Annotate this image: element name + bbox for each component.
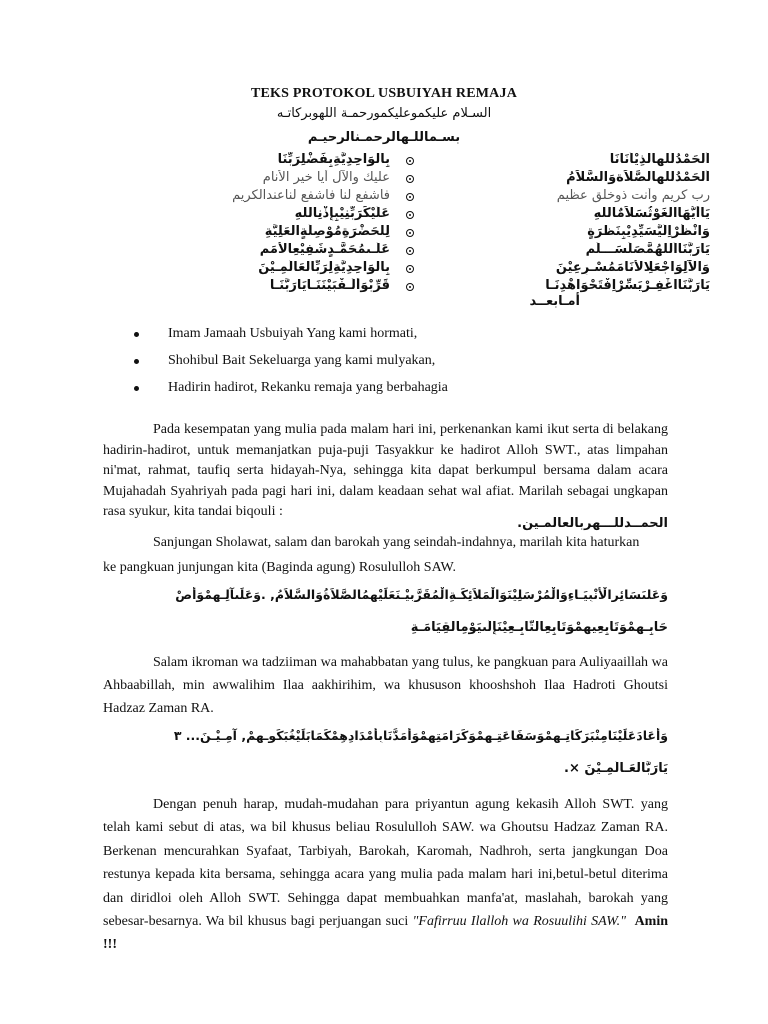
list-item-text: Hadirin hadirot, Rekanku remaja yang berbahagia bbox=[168, 380, 448, 395]
closing-paragraph bbox=[103, 793, 668, 957]
dua-right-text: اَلْحَمْدُللهِالَّذِيْاَنَانَا bbox=[609, 152, 710, 167]
dua-row bbox=[150, 152, 710, 170]
dua-left-text: عَلَيْكَرَبِّنِيْبِإِذْنِاللهِ bbox=[294, 206, 390, 221]
dua-row bbox=[150, 188, 710, 206]
circle-bullet-icon bbox=[406, 157, 414, 165]
circle-bullet-icon bbox=[406, 229, 414, 237]
list-item bbox=[130, 380, 690, 407]
closing-quote: "Fafirruu Ilalloh wa Rosuulihi SAW." bbox=[412, 914, 626, 930]
dua-row bbox=[150, 224, 710, 242]
bullet-icon bbox=[134, 386, 139, 391]
sholawat-intro-line2: ke pangkuan junjungan kita (Baginda agung) Rosululloh SAW. bbox=[103, 560, 456, 575]
amma-badu: أمـابعــد bbox=[529, 294, 580, 309]
circle-bullet-icon bbox=[406, 247, 414, 255]
dua-right-text: رب كريم وأنت ذوخلق عظيم bbox=[556, 188, 710, 203]
arabic-salam-line1: وَأَعَادَعَلَيْنَامِنْبَرَكَاتِـهِمْوَسَفَاعَتِـهِمْوَكَرَامَتِهِمْوَأَمَدَّنَابِأَمْدَادِهِمْكَمَابَلَيْغُبَكَوِـهِمْ, آمِـيْـنَ... ٣ bbox=[173, 728, 668, 743]
arabic-sholawat-line1: وَعَلىَسَائِرِالْأَنْبِيَـاءِوَالْمُرْسَلِيْنَوَالْمَلاَئِكَـةِالْمُقَرَّبِيْـنَعَلَيْهِمُالصَّلاَةُوَالسَّلاَمُ, .وَعَلَىآلِـهِمْوَأَصْ bbox=[175, 587, 668, 602]
dua-right-text: يَارَبَّنَااَللّٰهُمَّصَلِّسَـــلِّمِ bbox=[585, 242, 710, 257]
amin-text: Amin !!! bbox=[103, 914, 669, 953]
circle-bullet-icon bbox=[406, 265, 414, 273]
list-item bbox=[130, 353, 690, 380]
circle-bullet-icon bbox=[406, 211, 414, 219]
dua-right-text: يَارَبَّنَااغْفِـرْيَسِّرْاِفْتَحْوَاهْدِنَـا bbox=[545, 278, 710, 293]
dua-right-text: يَاأَيُّهَاالْغَوْثُسَلاَمٌاللهِ bbox=[593, 206, 710, 221]
list-item-text: Shohibul Bait Sekeluarga yang kami mulyakan, bbox=[168, 353, 436, 368]
arabic-hamdalah: الحمــدللـــهربالعالمـين. bbox=[517, 516, 668, 531]
bullet-icon bbox=[134, 359, 139, 364]
arabic-salam-line2: يَارَبَّالْعَـالَمِـيْنَ ×. bbox=[564, 761, 668, 776]
audience-list bbox=[130, 326, 690, 407]
dua-row bbox=[150, 260, 710, 278]
salam-paragraph: Salam ikroman wa tadziiman wa mahabbatan yang tulus, ke pangkuan para Auliyaaillah wa Ahbaabillah, min awwalihim Ilaa aakhirihim, wa khususon khooshshoh Ilaa Hadroti Ghoutsi Hadzaz Zaman RA. bbox=[103, 655, 668, 716]
circle-bullet-icon bbox=[406, 283, 414, 291]
arabic-sholawat-line2: حَابِـهِمْوَتَابِعِيهِمْوَتَابِعِالتَّابِـعِيْنَإِلَىيَوْمِالْقِيَامَـةِ bbox=[410, 620, 668, 635]
dua-right-text: وَانْظُرْاِلَيَّسَيِّدِيْبِنَظْرَةٍ bbox=[587, 224, 710, 239]
sholawat-intro-line1: Sanjungan Sholawat, salam dan barokah yang seindah-indahnya, marilah kita haturkan bbox=[153, 535, 640, 550]
circle-bullet-icon bbox=[406, 193, 414, 201]
basmalah: بسـماللـهالرحمـنالرحيـم bbox=[307, 130, 461, 145]
dua-row bbox=[150, 278, 710, 296]
dua-table bbox=[150, 152, 710, 296]
dua-left-text: بِالْوَاحِدِيَّةِلِرَبِّالْعَالَمِـيْنَ bbox=[258, 260, 390, 275]
bullet-icon bbox=[134, 332, 139, 337]
circle-bullet-icon bbox=[406, 175, 414, 183]
dua-left-text: بِالْوَاحِدِيَّةِبِفَضْلِرَبِّنَا bbox=[277, 152, 390, 167]
dua-row bbox=[150, 206, 710, 224]
dua-row bbox=[150, 242, 710, 260]
list-item-text: Imam Jamaah Usbuiyah Yang kami hormati, bbox=[168, 326, 418, 341]
dua-left-text: لِلْحَضْرَةِمُوْصِلَةٍالْعَلِيَّةِ bbox=[264, 224, 390, 239]
dua-right-text: اَلْحَمْدُللهِالصَّلاَةوَالسَّلاَمُ bbox=[566, 170, 710, 185]
list-item bbox=[130, 326, 690, 353]
arabic-greeting: السـلام عليكموعليكمورحمـة اللهوبركاتـه bbox=[276, 106, 492, 121]
opening-paragraph: Pada kesempatan yang mulia pada malam hari ini, perkenankan kami ikut serta di belakang hadirin-hadirot, untuk memanjatkan puja-puji Tasyakkur ke hadirot Alloh SWT., atas limpahan ni'mat, rahmat, taufiq serta hidayah-Nya, sehingga kita dapat berkumpul bersama dalam acara Mujahadah Syahriyah pada pagi hari ini, dalam keadaan sehat wal afiat. Marilah sebagai ungkapan rasa syukur, kita tandai biqouli : bbox=[103, 422, 668, 519]
document-title: TEKS PROTOKOL USBUIYAH REMAJA bbox=[250, 86, 518, 101]
dua-left-text: قَرِّبْوَأَلِّـفْبَيْنَنَـايَارَبَّنَـا bbox=[269, 278, 390, 293]
closing-paragraph-text: Dengan penuh harap, mudah-mudahan para priyantun agung kekasih Alloh SWT. yang telah kami sebut di atas, wa bil khusus beliau Rosululloh SAW. wa Ghoutsu Hadzaz Zaman RA. Berkenan mencurahkan Syafaat, Tarbiyah, Barokah, Karomah, Nadhroh, serta jangkungan Doa restunya kepada kita bersama, sehingga acara yang mulia pada malam hari ini,betul-betul diterima dan diridloi oleh Alloh SWT. Sehingga dapat membuahkan manfa'at, maslahah, barokah yang sebesar-besarnya. Wa bil khusus bagi perjuangan suci bbox=[103, 797, 668, 930]
dua-left-text: فاشفع لنا فاشفع لناعندالكريم bbox=[232, 188, 390, 203]
dua-right-text: وَالْآلِوَاجْعَلِالْأَنَامَمُسْـرِعِيْنَ bbox=[555, 260, 710, 275]
dua-left-text: عليك والآل أيا خير الأنام bbox=[262, 170, 390, 185]
dua-row bbox=[150, 170, 710, 188]
dua-left-text: عَلَـىمُحَمَّـدٍشَفِيْعِالْأُمَمِ bbox=[259, 242, 390, 257]
